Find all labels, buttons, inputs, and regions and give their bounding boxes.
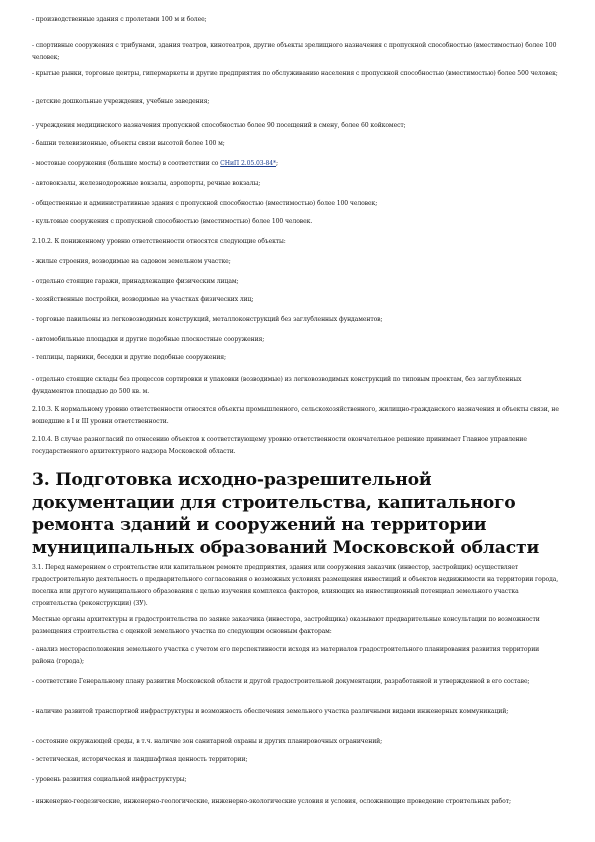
paragraph: - эстетическая, историческая и ландшафтная ценность территории;	[32, 756, 248, 763]
snip-link[interactable]: СНиП 2.05.03-84*	[220, 160, 276, 167]
paragraph: - отдельно стоящие склады без процессов сортировки и упаковки (возводимые) из легковозводимых конструкций по типовым проектам, без заглубленных фундаментов площадью до 500 кв. м.	[32, 376, 522, 395]
paragraph: - общественные и административные здания с пропускной способностью (вместимостью) более 100 человек;	[32, 200, 378, 207]
paragraph: - наличие развитой транспортной инфраструктуры и возможность обеспечения земельного участка различными видами инженерных коммуникаций;	[32, 708, 509, 715]
paragraph: - детские дошкольные учреждения, учебные заведения;	[32, 98, 210, 105]
paragraph: 3.1. Перед намерением о строительстве или капитальном ремонте предприятия, здания или сооружения заказчик (инвестор, застройщик) осуществляет градостроительную деятельность о предварительного согласования о возможных условиях размещения инвестиций и объектов недвижимости на территории города, поселка или другого муниципального образования с целью изучения комплекса факторов, влияющих на инвестиционный потенциал земельного участка строительства (реконструкции) (ЗУ).	[32, 564, 559, 607]
paragraph: - торговые павильоны из легковозводимых конструкций, металлоконструкций без заглубленных фундаментов;	[32, 316, 383, 323]
paragraph: - соответствие Генеральному плану развития Московской области и другой градостроительной документации, разработанной и утвержденной в его составе;	[32, 678, 530, 685]
paragraph: - башни телевизионные, объекты связи высотой более 100 м;	[32, 140, 225, 147]
paragraph: - теплицы, парники, беседки и другие подобные сооружения;	[32, 354, 227, 361]
paragraph	[32, 158, 562, 170]
paragraph: - учреждения медицинского назначения пропускной способностью более 90 посещений в смену, более 60 койкомест;	[32, 122, 406, 129]
section-heading: 3. Подготовка исходно-разрешительной документации для строительства, капитального ремонта зданий и сооружений на территории муниципальных образований Московской области	[32, 470, 539, 558]
paragraph: - производственные здания с пролетами 100 м и более;	[32, 16, 207, 23]
paragraph: - автовокзалы, железнодорожные вокзалы, аэропорты, речные вокзалы;	[32, 180, 261, 187]
paragraph: - спортивные сооружения с трибунами, здания театров, кинотеатров, другие объекты зрелищного назначения с пропускной способностью (вместимостью) более 100 человек;	[32, 42, 557, 61]
paragraph: - анализ месторасположения земельного участка с учетом его перспективности исходя из материалов градостроительного планирования развития территории района (города);	[32, 646, 540, 665]
paragraph: - инженерно-геодезические, инженерно-геологические, инженерно-экологические условия и условия, осложняющие проведение строительных работ;	[32, 798, 511, 805]
paragraph: - уровень развития социальной инфраструктуры;	[32, 776, 187, 783]
paragraph: Местные органы архитектуры и градостроительства по заявке заказчика (инвестора, застройщика) оказывают предварительные консультации по возможности размещения строительства с оценкой земельного участка по следующим основным факторам:	[32, 616, 540, 635]
paragraph: - жилые строения, возводимые на садовом земельном участке;	[32, 258, 231, 265]
paragraph-text: - мостовые сооружения (большие мосты) в соответствии со	[32, 160, 221, 167]
paragraph: - состояние окружающей среды, в т.ч. наличие зон санитарной охраны и других планировочных ограничений;	[32, 738, 383, 745]
paragraph: 2.10.3. К нормальному уровню ответственности относятся объекты промышленного, сельскохозяйственного, жилищно-гражданского назначения и объекты связи, не вошедшие в I и III уровни ответственности.	[32, 406, 559, 425]
paragraph-suffix: ;	[275, 160, 278, 167]
paragraph: - хозяйственные постройки, возводимые на участках физических лиц;	[32, 296, 254, 303]
paragraph: 2.10.4. В случае разногласий по отнесению объектов к соответствующему уровню ответственности окончательное решение принимает Главное управление государственного архитектурного надзора Московской области.	[32, 436, 527, 455]
paragraph: - автомобильные площадки и другие подобные плоскостные сооружения;	[32, 336, 265, 343]
paragraph: - отдельно стоящие гаражи, принадлежащие физическим лицам;	[32, 278, 239, 285]
paragraph: - крытые рынки, торговые центры, гипермаркеты и другие предприятия по обслуживанию населения с пропускной способностью (вместимостью) более 500 человек;	[32, 70, 558, 77]
paragraph: 2.10.2. К пониженному уровню ответственности относятся следующие объекты:	[32, 238, 286, 245]
paragraph: - культовые сооружения с пропускной способностью (вместимостью) более 100 человек.	[32, 218, 313, 225]
